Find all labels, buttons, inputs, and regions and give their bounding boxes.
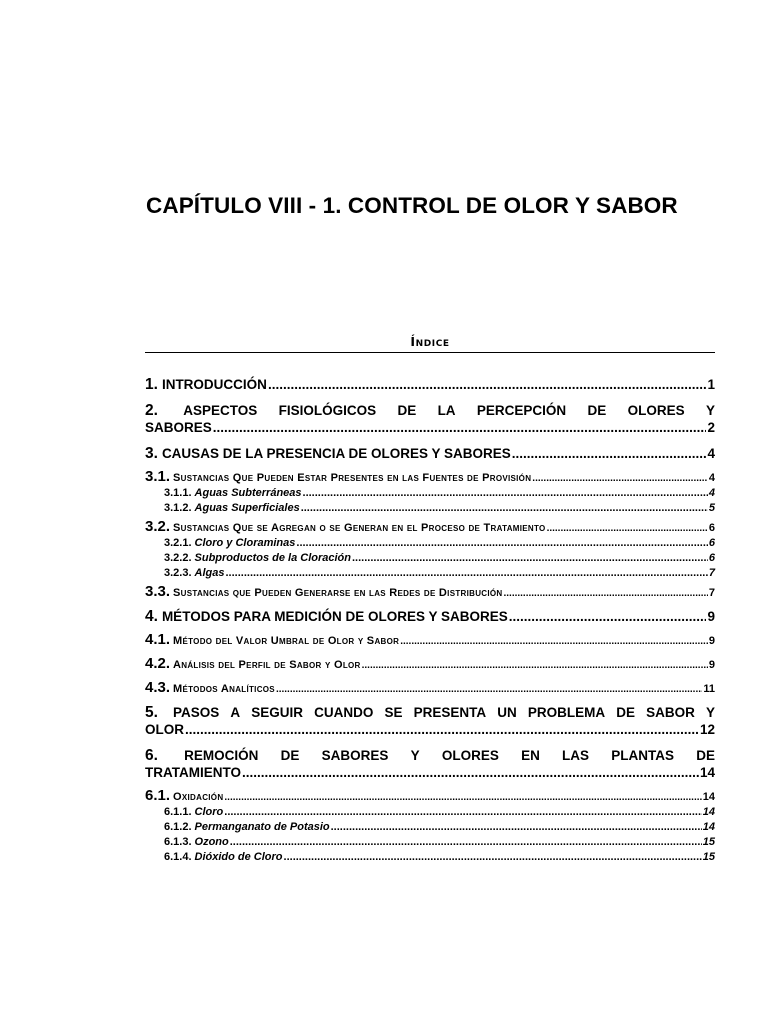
toc-entry-3-2[interactable] — [145, 519, 715, 536]
toc-title: CAUSAS DE LA PRESENCIA DE OLORES Y SABORES — [161, 446, 511, 461]
toc-number: 3.1.2. — [164, 502, 192, 514]
toc-page: 2 — [707, 420, 715, 435]
toc-leader — [303, 486, 708, 501]
toc-leader — [185, 721, 699, 738]
toc-entry-2[interactable] — [145, 402, 715, 436]
toc-title: Cloro y Cloraminas — [194, 537, 296, 549]
toc-entry-6-1-3[interactable] — [145, 835, 715, 850]
toc-word: OLORES — [627, 403, 685, 418]
toc-number: 5. — [145, 704, 158, 721]
toc-word: UN — [497, 705, 517, 720]
toc-title: Algas — [194, 567, 225, 579]
toc-number: 3.1. — [145, 468, 171, 485]
toc-page: 5 — [708, 502, 715, 514]
toc-page: 14 — [702, 806, 715, 818]
toc-entry-3-1-2[interactable] — [145, 501, 715, 516]
toc-entry-3-2-2[interactable] — [145, 551, 715, 566]
toc-page: 14 — [702, 821, 715, 833]
toc-title: Sustancias Que Pueden Estar Presentes en las Fuentes de Provisión — [173, 472, 532, 484]
toc-word: PERCEPCIÓN — [476, 403, 567, 418]
toc-leader — [276, 682, 702, 697]
toc-title: Permanganato de Potasio — [194, 821, 330, 833]
toc-page: 14 — [702, 791, 715, 803]
toc-word: A — [230, 705, 241, 720]
toc-leader — [512, 445, 707, 462]
toc-entry-6-1-2[interactable] — [145, 820, 715, 835]
toc-word: DE — [397, 403, 417, 418]
toc-word: ASPECTOS — [183, 403, 258, 418]
toc-entry-6-1-4[interactable] — [145, 850, 715, 865]
chapter-title: CAPÍTULO VIII - 1. CONTROL DE OLOR Y SABOR — [146, 193, 678, 218]
toc-leader — [331, 820, 702, 835]
toc-entry-3-2-3[interactable] — [145, 566, 715, 581]
index-heading: Índice — [410, 334, 450, 349]
toc-leader — [213, 419, 707, 436]
toc-entry-5[interactable] — [145, 704, 715, 738]
toc-title-continued: SABORES — [145, 420, 212, 435]
toc-word: SABORES — [321, 748, 389, 763]
index-rule — [145, 352, 715, 353]
toc-page: 7 — [708, 567, 715, 579]
toc-entry-4-1[interactable] — [145, 632, 715, 649]
toc-page: 6 — [708, 537, 715, 549]
toc-page: 4 — [707, 446, 715, 461]
toc-word: OLORES — [441, 748, 499, 763]
toc-page: 9 — [707, 609, 715, 624]
toc-leader — [352, 551, 708, 566]
toc-leader — [226, 566, 708, 581]
toc-word: LAS — [562, 748, 590, 763]
toc-title: Métodos Analíticos — [173, 683, 275, 695]
toc-entry-3-3[interactable] — [145, 584, 715, 601]
toc-number: 4.1. — [145, 631, 171, 648]
toc-title: Método del Valor Umbral de Olor y Sabor — [173, 635, 400, 647]
toc-word: SEGUIR — [251, 705, 304, 720]
toc-number: 3. — [145, 445, 158, 462]
toc-page: 14 — [699, 765, 715, 780]
toc-word: PASOS — [173, 705, 220, 720]
toc-number: 6.1.3. — [164, 836, 192, 848]
toc-number: 3.2.3. — [164, 567, 192, 579]
toc-entry-3-1-1[interactable] — [145, 486, 715, 501]
toc-page: 6 — [708, 522, 715, 534]
toc-word: LA — [437, 403, 456, 418]
toc-leader — [547, 521, 708, 536]
toc-word: Y — [705, 403, 715, 418]
toc-page: 6 — [708, 552, 715, 564]
toc-word: Y — [705, 705, 715, 720]
toc-title: Sustancias Que se Agregan o se Generan en el Proceso de Tratamiento — [173, 522, 546, 534]
toc-title: Dióxido de Cloro — [194, 851, 283, 863]
toc-entry-3-2-1[interactable] — [145, 536, 715, 551]
toc-number: 3.2. — [145, 518, 171, 535]
toc-leader — [224, 805, 701, 820]
toc-title-continued: TRATAMIENTO — [145, 765, 241, 780]
toc-number: 2. — [145, 402, 158, 419]
toc-title: Aguas Superficiales — [194, 502, 300, 514]
toc-number: 6. — [145, 747, 158, 764]
toc-word: SE — [384, 705, 403, 720]
toc-number: 3.3. — [145, 583, 171, 600]
toc-page: 12 — [699, 722, 715, 737]
toc-title: Ozono — [194, 836, 229, 848]
toc-leader — [301, 501, 708, 516]
toc-page: 4 — [708, 472, 715, 484]
toc-number: 6.1.1. — [164, 806, 192, 818]
toc-title: Oxidación — [173, 791, 224, 803]
toc-leader — [242, 764, 699, 781]
toc-entry-1[interactable] — [145, 376, 715, 393]
toc-page: 9 — [708, 635, 715, 647]
toc-word: DE — [616, 705, 635, 720]
toc-leader — [509, 608, 707, 625]
toc-entry-6-1-1[interactable] — [145, 805, 715, 820]
toc-word: DE — [696, 748, 715, 763]
toc-entry-4[interactable] — [145, 608, 715, 625]
toc-word: REMOCIÓN — [184, 748, 259, 763]
toc-title: Análisis del Perfil de Sabor y Olor — [173, 659, 361, 671]
toc-leader — [296, 536, 707, 551]
toc-word: PRESENTA — [413, 705, 487, 720]
toc-page: 15 — [702, 836, 715, 848]
toc-page: 9 — [708, 659, 715, 671]
toc-leader — [503, 586, 707, 601]
toc-number: 1. — [145, 376, 158, 393]
toc-leader — [400, 634, 708, 649]
toc-leader — [362, 658, 708, 673]
toc-page: 1 — [707, 377, 715, 392]
toc-word: SABOR — [646, 705, 695, 720]
toc-word: PLANTAS — [611, 748, 675, 763]
toc-leader — [268, 376, 707, 393]
toc-number: 3.2.2. — [164, 552, 192, 564]
toc-leader — [224, 790, 701, 805]
toc-title: Subproductos de la Cloración — [194, 552, 351, 564]
toc-number: 6.1.4. — [164, 851, 192, 863]
toc-number: 3.1.1. — [164, 487, 192, 499]
toc-word: Y — [410, 748, 420, 763]
toc-number: 4.2. — [145, 655, 171, 672]
toc-leader — [284, 850, 702, 865]
toc-entry-3[interactable] — [145, 445, 715, 462]
toc-page: 4 — [708, 487, 715, 499]
toc-word: EN — [521, 748, 540, 763]
toc-title-continued: OLOR — [145, 722, 184, 737]
toc-number: 4.3. — [145, 679, 171, 696]
toc-number: 6.1. — [145, 787, 171, 804]
toc-page: 7 — [708, 587, 715, 599]
toc-page: 15 — [702, 851, 715, 863]
toc-word: CUANDO — [314, 705, 374, 720]
toc-entry-3-1[interactable] — [145, 469, 715, 486]
toc-leader — [532, 471, 708, 486]
toc-word: DE — [280, 748, 300, 763]
toc-entry-6-1[interactable] — [145, 788, 715, 805]
toc-title: INTRODUCCIÓN — [161, 377, 267, 392]
table-of-contents — [145, 376, 715, 865]
toc-entry-4-3[interactable] — [145, 680, 715, 697]
toc-number: 6.1.2. — [164, 821, 192, 833]
toc-title: MÉTODOS PARA MEDICIÓN DE OLORES Y SABORES — [161, 609, 508, 624]
toc-number: 3.2.1. — [164, 537, 192, 549]
toc-page: 11 — [703, 683, 715, 695]
toc-number: 4. — [145, 608, 158, 625]
toc-title: Cloro — [194, 806, 224, 818]
toc-word: PROBLEMA — [527, 705, 606, 720]
toc-title: Aguas Subterráneas — [194, 487, 302, 499]
toc-word: FISIOLÓGICOS — [278, 403, 377, 418]
toc-word: DE — [587, 403, 607, 418]
toc-title: Sustancias que Pueden Generarse en las Redes de Distribución — [173, 587, 503, 599]
toc-entry-6[interactable] — [145, 747, 715, 781]
toc-entry-4-2[interactable] — [145, 656, 715, 673]
toc-leader — [230, 835, 702, 850]
